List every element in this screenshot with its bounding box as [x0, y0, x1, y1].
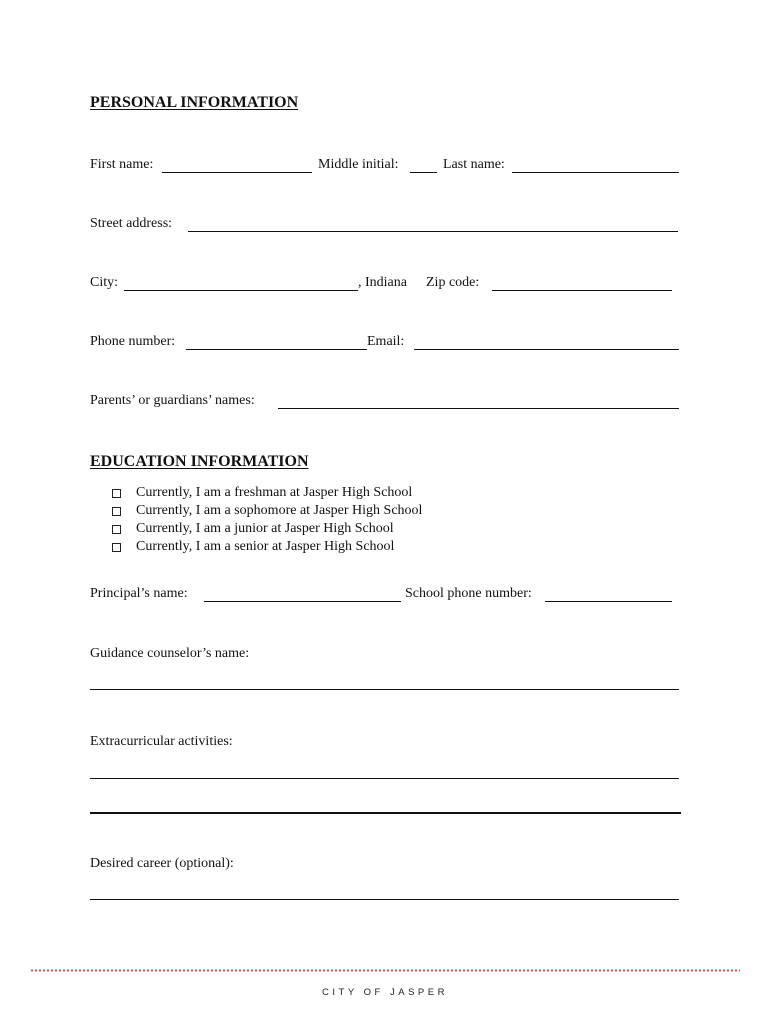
extracurricular-field[interactable] [90, 778, 679, 779]
checkbox-icon[interactable] [112, 543, 121, 552]
grade-option-label: Currently, I am a freshman at Jasper High School [136, 485, 413, 500]
last-name-label: Last name: [443, 157, 505, 172]
state-text: , Indiana [358, 275, 407, 290]
checkbox-icon[interactable] [112, 525, 121, 534]
phone-number-label: Phone number: [90, 334, 176, 349]
footer-dotted-divider [30, 969, 740, 972]
principal-name-field-2[interactable] [250, 601, 401, 602]
street-address-label: Street address: [90, 216, 173, 231]
middle-initial-label: Middle initial: [318, 157, 399, 172]
zip-code-field[interactable] [492, 290, 672, 291]
street-address-field[interactable] [188, 231, 678, 232]
phone-number-field[interactable] [186, 349, 367, 350]
zip-code-label: Zip code: [426, 275, 480, 290]
email-label: Email: [367, 334, 405, 349]
desired-career-label: Desired career (optional): [90, 856, 234, 871]
city-field[interactable] [124, 290, 358, 291]
grade-option-label: Currently, I am a sophomore at Jasper High School [136, 503, 423, 518]
grade-option-label: Currently, I am a junior at Jasper High School [136, 521, 394, 536]
last-name-field[interactable] [512, 172, 679, 173]
city-label: City: [90, 275, 119, 290]
guidance-counselor-label: Guidance counselor’s name: [90, 646, 250, 661]
checkbox-icon[interactable] [112, 507, 121, 516]
principal-name-label: Principal’s name: [90, 586, 188, 601]
parents-names-field-1[interactable] [278, 408, 346, 409]
personal-information-heading: PERSONAL INFORMATION [90, 94, 299, 111]
footer-city-name: CITY OF JASPER [322, 987, 448, 998]
parents-names-label: Parents’ or guardians’ names: [90, 393, 255, 408]
grade-option-label: Currently, I am a senior at Jasper High School [136, 539, 395, 554]
checkbox-icon[interactable] [112, 489, 121, 498]
school-phone-field[interactable] [545, 601, 672, 602]
desired-career-field[interactable] [90, 899, 679, 900]
principal-name-field-1[interactable] [204, 601, 250, 602]
extracurricular-label: Extracurricular activities: [90, 734, 233, 749]
middle-initial-field[interactable] [410, 172, 437, 173]
school-phone-label: School phone number: [405, 586, 532, 601]
email-field[interactable] [414, 349, 679, 350]
extracurricular-field-line-2[interactable] [90, 812, 681, 814]
parents-names-field-2[interactable] [346, 408, 679, 409]
guidance-counselor-field[interactable] [90, 689, 679, 690]
first-name-label: First name: [90, 157, 154, 172]
first-name-field[interactable] [162, 172, 312, 173]
education-information-heading: EDUCATION INFORMATION [90, 453, 309, 470]
